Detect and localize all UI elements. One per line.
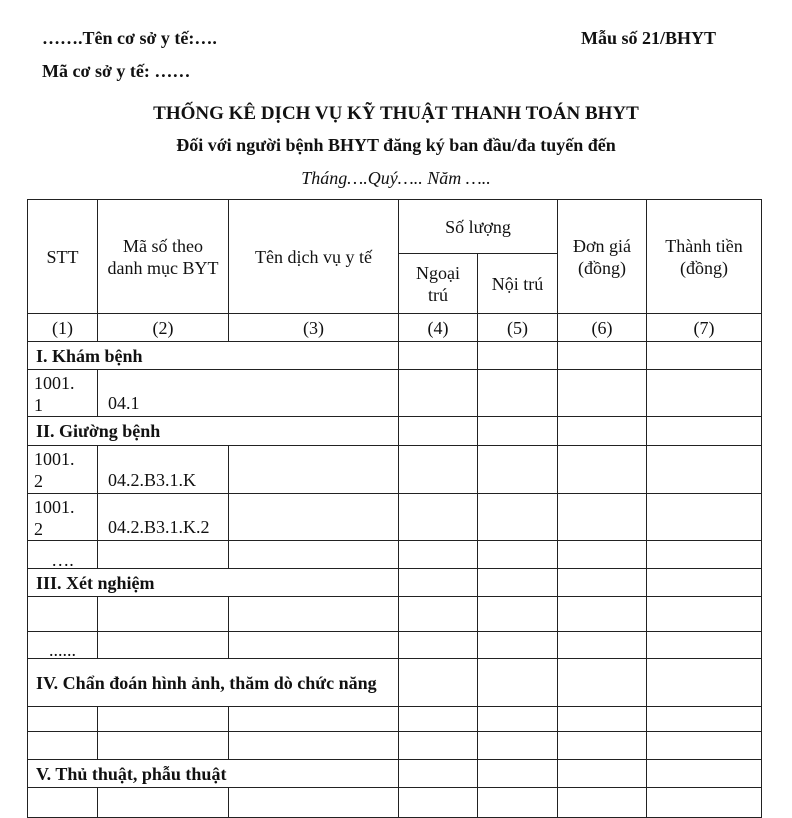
cell bbox=[647, 494, 762, 541]
reporting-period: Tháng….Quý….. Năm ….. bbox=[301, 168, 491, 188]
table-row bbox=[28, 597, 762, 632]
cell bbox=[399, 597, 478, 632]
cell bbox=[647, 541, 762, 569]
cell bbox=[399, 659, 478, 707]
cell bbox=[399, 632, 478, 659]
cell bbox=[98, 632, 229, 659]
col-header-quantity: Số lượng bbox=[399, 200, 558, 254]
cell bbox=[98, 788, 229, 818]
cell bbox=[98, 597, 229, 632]
section-row bbox=[28, 659, 762, 707]
stt-cell: …. bbox=[28, 541, 98, 569]
cell bbox=[558, 760, 647, 788]
cell bbox=[478, 632, 558, 659]
cell bbox=[399, 732, 478, 760]
index-cell: (5) bbox=[478, 314, 558, 342]
index-cell: (6) bbox=[558, 314, 647, 342]
table-row bbox=[28, 707, 762, 732]
cell bbox=[478, 788, 558, 818]
cell bbox=[399, 760, 478, 788]
stt-cell: 1001. 2 bbox=[28, 446, 98, 494]
services-table bbox=[27, 199, 762, 818]
cell bbox=[647, 342, 762, 370]
table-row bbox=[28, 632, 762, 659]
stt-cell: ...... bbox=[28, 632, 98, 659]
cell bbox=[478, 707, 558, 732]
col-header-amount: Thành tiền (đồng) bbox=[647, 200, 762, 314]
cell bbox=[229, 707, 399, 732]
document-subtitle: Đối với người bệnh BHYT đăng ký ban đầu/đa tuyến đến bbox=[176, 135, 616, 155]
stt-cell: 1001. 2 bbox=[28, 494, 98, 541]
cell bbox=[647, 569, 762, 597]
cell bbox=[399, 541, 478, 569]
cell bbox=[478, 732, 558, 760]
cell bbox=[98, 541, 229, 569]
section-row bbox=[28, 760, 762, 788]
cell bbox=[647, 707, 762, 732]
index-cell: (7) bbox=[647, 314, 762, 342]
cell bbox=[478, 659, 558, 707]
cell bbox=[558, 732, 647, 760]
cell bbox=[478, 370, 558, 417]
cell bbox=[229, 446, 399, 494]
cell bbox=[558, 446, 647, 494]
col-header-code: Mã số theo danh mục BYT bbox=[98, 200, 229, 314]
index-cell: (1) bbox=[28, 314, 98, 342]
index-cell: (4) bbox=[399, 314, 478, 342]
cell bbox=[478, 760, 558, 788]
table-row bbox=[28, 446, 762, 494]
cell bbox=[399, 370, 478, 417]
section-heading: I. Khám bệnh bbox=[28, 342, 399, 370]
cell bbox=[558, 788, 647, 818]
table-row bbox=[28, 541, 762, 569]
cell bbox=[647, 632, 762, 659]
cell bbox=[478, 342, 558, 370]
cell bbox=[399, 569, 478, 597]
col-header-unit-price: Đơn giá (đồng) bbox=[558, 200, 647, 314]
cell bbox=[229, 632, 399, 659]
code-cell: 04.2.B3.1.K bbox=[98, 446, 229, 494]
cell bbox=[647, 788, 762, 818]
cell bbox=[229, 541, 399, 569]
col-header-outpatient: Ngoại trú bbox=[399, 254, 478, 314]
cell bbox=[399, 707, 478, 732]
code-cell: 04.1 bbox=[98, 370, 399, 417]
document-title: THỐNG KÊ DỊCH VỤ KỸ THUẬT THANH TOÁN BHYT bbox=[153, 103, 639, 124]
cell bbox=[229, 597, 399, 632]
cell bbox=[558, 659, 647, 707]
index-cell: (3) bbox=[229, 314, 399, 342]
table-row bbox=[28, 494, 762, 541]
cell bbox=[558, 707, 647, 732]
header-row-1 bbox=[28, 200, 762, 254]
col-header-inpatient: Nội trú bbox=[478, 254, 558, 314]
cell bbox=[647, 732, 762, 760]
facility-name: …….Tên cơ sở y tế:…. bbox=[42, 28, 217, 48]
cell bbox=[478, 541, 558, 569]
cell bbox=[558, 342, 647, 370]
cell bbox=[647, 370, 762, 417]
cell bbox=[478, 597, 558, 632]
cell bbox=[399, 446, 478, 494]
cell bbox=[229, 788, 399, 818]
cell bbox=[647, 597, 762, 632]
section-row bbox=[28, 417, 762, 446]
cell bbox=[98, 707, 229, 732]
cell bbox=[399, 417, 478, 446]
cell bbox=[478, 494, 558, 541]
cell bbox=[478, 446, 558, 494]
form-number: Mẫu số 21/BHYT bbox=[581, 28, 717, 48]
section-heading: IV. Chẩn đoán hình ảnh, thăm dò chức năng bbox=[28, 659, 399, 707]
cell bbox=[98, 732, 229, 760]
section-heading: III. Xét nghiệm bbox=[28, 569, 399, 597]
section-heading: V. Thủ thuật, phẫu thuật bbox=[28, 760, 399, 788]
table-row bbox=[28, 370, 762, 417]
cell bbox=[558, 417, 647, 446]
cell bbox=[558, 494, 647, 541]
facility-code: Mã cơ sở y tế: …… bbox=[42, 61, 191, 81]
index-row bbox=[28, 314, 762, 342]
table-row bbox=[28, 788, 762, 818]
cell bbox=[558, 370, 647, 417]
col-header-stt: STT bbox=[28, 200, 98, 314]
section-row bbox=[28, 342, 762, 370]
cell bbox=[399, 494, 478, 541]
cell bbox=[399, 342, 478, 370]
code-cell: 04.2.B3.1.K.2 bbox=[98, 494, 229, 541]
cell bbox=[399, 788, 478, 818]
cell bbox=[647, 446, 762, 494]
cell bbox=[558, 597, 647, 632]
cell bbox=[229, 494, 399, 541]
cell bbox=[558, 569, 647, 597]
cell bbox=[558, 632, 647, 659]
cell bbox=[229, 732, 399, 760]
cell bbox=[478, 417, 558, 446]
section-row bbox=[28, 569, 762, 597]
cell bbox=[28, 732, 98, 760]
cell bbox=[28, 597, 98, 632]
cell bbox=[478, 569, 558, 597]
stt-cell: 1001. 1 bbox=[28, 370, 98, 417]
section-heading: II. Giường bệnh bbox=[28, 417, 399, 446]
cell bbox=[647, 760, 762, 788]
cell bbox=[647, 659, 762, 707]
table-row bbox=[28, 732, 762, 760]
cell bbox=[28, 788, 98, 818]
cell bbox=[28, 707, 98, 732]
index-cell: (2) bbox=[98, 314, 229, 342]
cell bbox=[647, 417, 762, 446]
col-header-name: Tên dịch vụ y tế bbox=[229, 200, 399, 314]
cell bbox=[558, 541, 647, 569]
